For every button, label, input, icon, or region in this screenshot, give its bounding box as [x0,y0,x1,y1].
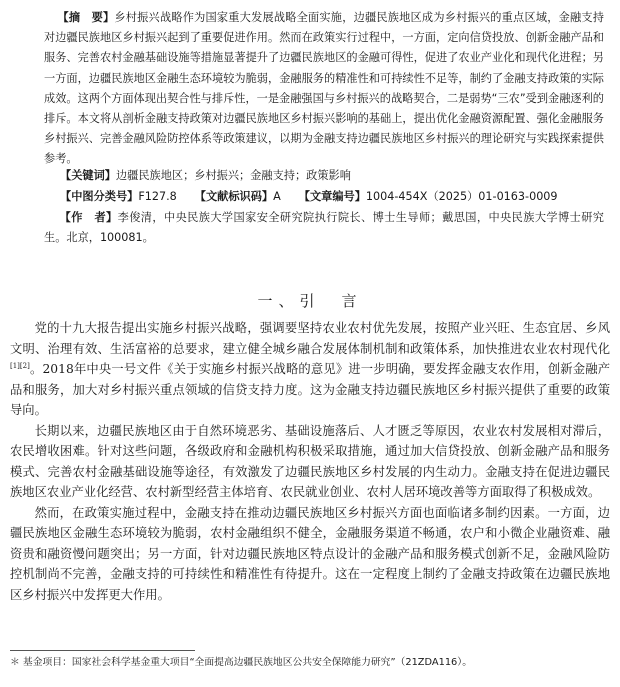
paragraph-3: 然而，在政策实施过程中，金融支持在推动边疆民族地区乡村振兴方面也面临诸多制约因素。一方面，边疆民族地区金融生态环境较为脆弱，农村金融组织不健全，金融服务渠道不畅通，农户和小微企业融资难、融资贵和融资慢问题突出；另一方面，针对边疆民族地区特点设计的金融产品和服务模式创新不足，金融风险防控机制尚不完善，金融支持的可持续性和精准性有待提升。这在一定程度上制约了金融支持政策在边疆民族地区乡村振兴中发挥更大作用。 [10,505,610,602]
abstract-text: 乡村振兴战略作为国家重大发展战略全面实施，边疆民族地区成为乡村振兴的重点区域，金融支持对边疆民族地区乡村振兴起到了重要促进作用。然而在政策实行过程中，一方面，定向信贷投放、创新金融产品和服务、完善农村金融基础设施等措施显著提升了边疆民族地区的金融可得性，促进了农业产业化和现代化进程；另一方面，边疆民族地区金融生态环境较为脆弱，金融服务的精准性和可持续性不足等，制约了金融支持政策的实际成效。这两个方面体现出契合性与排斥性，一是金融强国与乡村振兴的战略契合，二是弱势“三农”受到金融逐利的排斥。本文将从剖析金融支持政策对边疆民族地区乡村振兴影响的基础上，提出优化金融资源配置、强化金融服务乡村振兴、完善金融风险防控体系等政策建议，以期为金融支持边疆民族地区乡村振兴的理论研究与实践探索提供参考。 [44,11,604,166]
keywords-text: 边疆民族地区；乡村振兴；金融支持；政策影响 [115,169,351,182]
authors-text: 李俊清，中央民族大学国家安全研究院执行院长、博士生导师；戴思国，中央民族大学博士研究生。北京，100081。 [44,211,604,244]
citation-ref[interactable]: [1][2] [10,361,30,370]
footnote: ＊ 基金项目：国家社会科学基金重大项目“全面提高边疆民族地区公共安全保障能力研究”（21ZDA116）。 [10,657,472,668]
footnote-divider [10,650,195,651]
clc-label: 【中图分类号】 [60,190,139,203]
classification-line [60,187,558,206]
article-no-label: 【文章编号】 [298,190,366,203]
clc-value: F127.8 [138,190,177,203]
doc-code-label: 【文献标识码】 [194,190,274,203]
abstract-block [44,8,604,170]
doc-code-value: A [273,190,281,203]
paragraph-1: 党的十九大报告提出实施乡村振兴战略，强调要坚持农业农村优先发展，按照产业兴旺、生态宜居、乡风文明、治理有效、生活富裕的总要求，建立健全城乡融合发展体制机制和政策体系，加快推进农业农村现代化[1][2]。2018年中央一号文件《关于实施乡村振兴战略的意见》进一步明确，要发挥金融支农作用，创新金融产品和服务，加大对乡村振兴重点领域的信贷支持力度。这为金融支持边疆民族地区乡村振兴提供了重要的政策导向。 [10,321,610,417]
keywords-label: 【关键词】 [60,169,116,182]
keywords-line [60,166,351,185]
authors-label: 【作 者】 [59,211,118,224]
article-no-value: 1004-454X（2025）01-0163-0009 [365,190,558,203]
paragraph-2: 长期以来，边疆民族地区由于自然环境恶劣、基础设施落后、人才匮乏等原因，农业农村发展相对滞后，农民增收困难。针对这些问题，各级政府和金融机构积极采取措施，通过加大信贷投放、创新金融产品和服务模式、完善农村金融基础设施等途径，有效激发了边疆民族地区乡村发展的内生动力。金融支持在促进边疆民族地区农业产业化经营、农村新型经营主体培育、农民就业创业、农村人居环境改善等方面取得了积极成效。 [10,423,610,499]
abstract-label: 【摘 要】 [57,11,115,24]
author-info [44,208,604,248]
body-text [10,318,610,605]
section-title: 一、引 言 [257,292,363,310]
